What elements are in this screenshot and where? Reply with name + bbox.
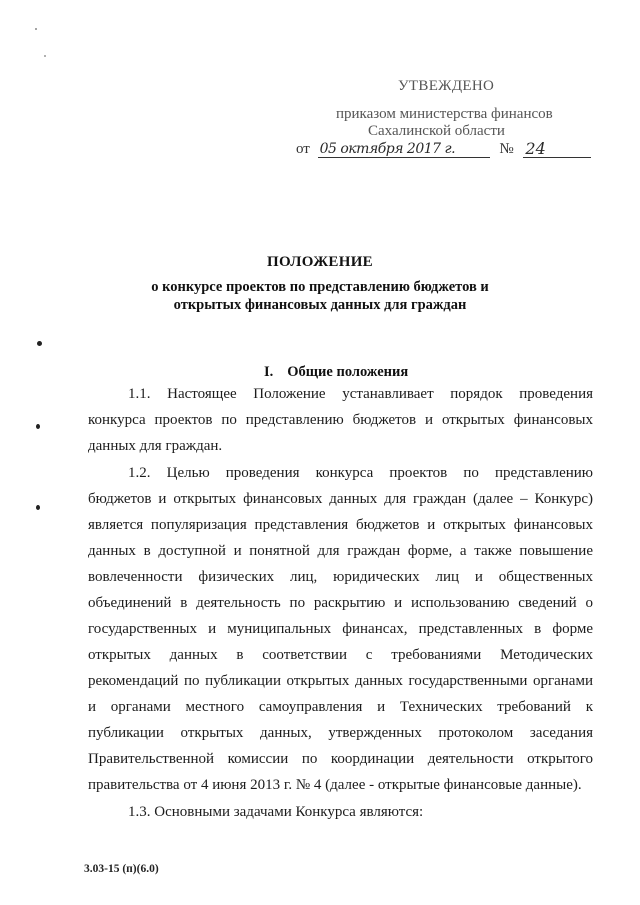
- scan-speck: [36, 505, 40, 510]
- text-line: 1.1. Настоящее Положение устанавливает порядок проведения: [128, 386, 593, 402]
- section-number: I.: [264, 364, 274, 380]
- section-heading: [264, 364, 408, 381]
- approval-title: УТВЕЖДЕНО: [398, 78, 495, 94]
- section-title: Общие положения: [287, 364, 409, 380]
- text-line: данных в доступной и понятной для граждан форме, а также повышение: [88, 543, 593, 559]
- text-line: является популяризация представления бюджетов и открытых финансовых: [88, 517, 593, 533]
- scan-speck: [37, 341, 42, 346]
- text-line: открытых данных в соответствии с требованиями Методических: [88, 647, 593, 663]
- document-subtitle-line-2: открытых финансовых данных для граждан: [173, 297, 467, 313]
- text-line: данных для граждан.: [88, 438, 223, 454]
- text-line: публикации открытых данных, утвержденных протоколом заседания: [88, 725, 593, 741]
- text-line: конкурса проектов по представлению бюджетов и открытых финансовых: [88, 412, 593, 428]
- text-line: 1.2. Целью проведения конкурса проектов по представлению: [128, 465, 593, 481]
- approval-line-1: приказом министерства финансов: [336, 106, 553, 122]
- text-line: объединений в деятельность по раскрытию и использованию сведений о: [88, 595, 593, 611]
- approval-line-2: Сахалинской области: [368, 123, 505, 139]
- text-line: Правительственной комиссии по координации деятельности открытого: [88, 751, 593, 767]
- text-line: государственных и муниципальных финансах, представленных в форме: [88, 621, 593, 637]
- footer-code: 3.03-15 (п)(6.0): [84, 863, 159, 875]
- approval-date-row: [296, 141, 591, 158]
- scan-speck: [35, 28, 37, 30]
- handwritten-number: 24: [523, 141, 591, 158]
- document-title: ПОЛОЖЕНИЕ: [267, 254, 373, 270]
- text-line: вовлеченности физических лиц, юридических лиц и общественных: [88, 569, 593, 585]
- text-line: 1.3. Основными задачами Конкурса являются:: [128, 804, 424, 820]
- date-label: от: [296, 141, 310, 157]
- text-line: и органами местного самоуправления и Технических требований к: [88, 699, 593, 715]
- text-line: рекомендаций по публикации открытых данных государственными органами: [88, 673, 593, 689]
- handwritten-date: 05 октября 2017 г.: [318, 141, 490, 158]
- number-label: №: [499, 141, 514, 157]
- text-line: правительства от 4 июня 2013 г. № 4 (далее - открытые финансовые данные).: [88, 777, 582, 793]
- document-subtitle-line-1: о конкурсе проектов по представлению бюджетов и: [151, 279, 489, 295]
- scan-speck: [36, 424, 40, 429]
- scan-speck: [44, 55, 46, 57]
- text-line: бюджетов и открытых финансовых данных для граждан (далее – Конкурс): [88, 491, 593, 507]
